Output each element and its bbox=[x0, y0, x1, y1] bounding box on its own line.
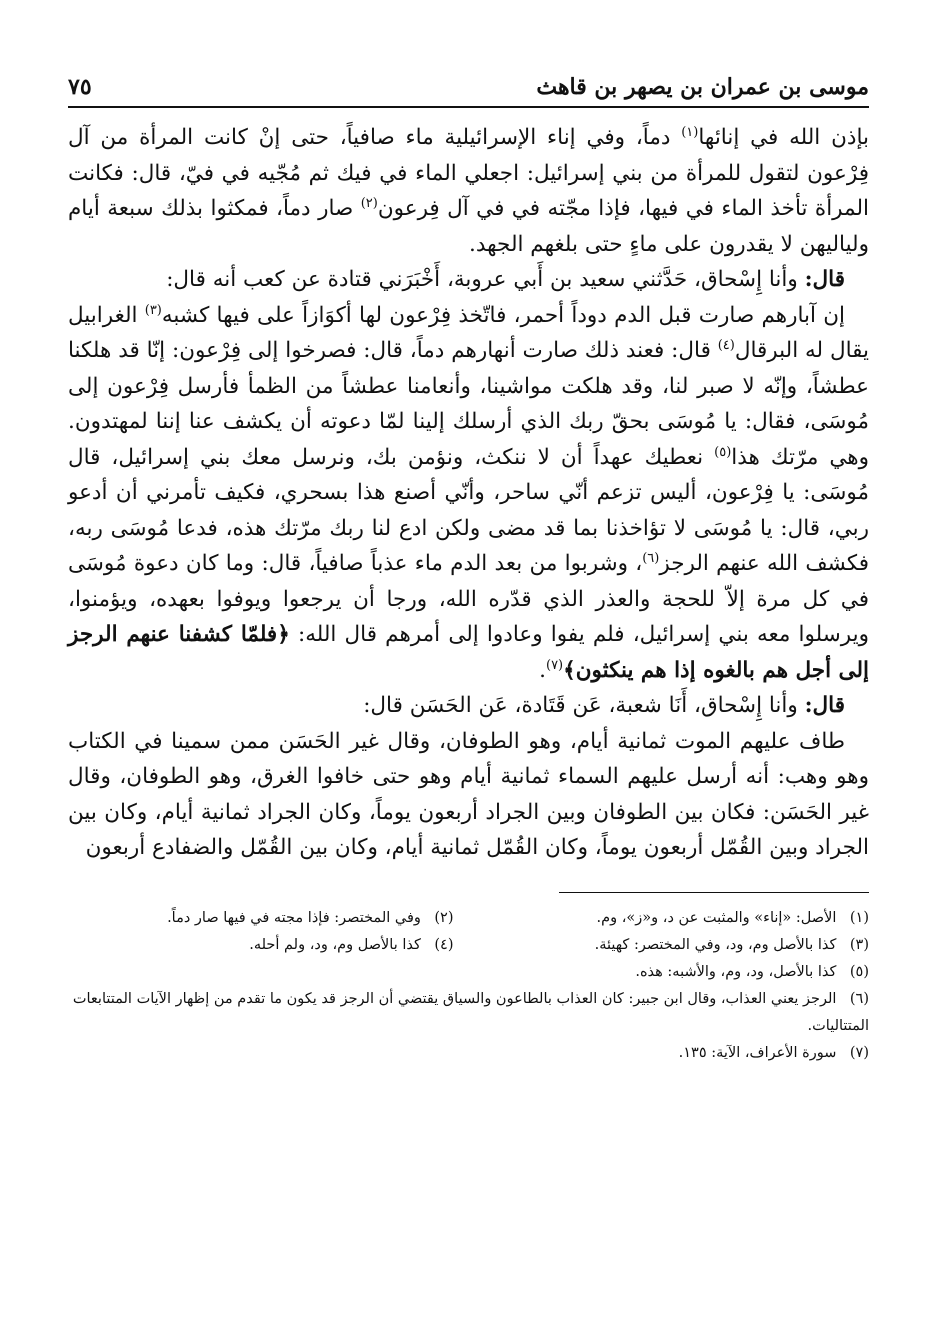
footnote-3: (٣) كذا بالأصل وم، ود، وفي المختصر: كهيئة. bbox=[594, 936, 869, 953]
footnote-ref: (٥) bbox=[714, 444, 732, 460]
footnote-ref: (٤) bbox=[717, 337, 735, 353]
page-header bbox=[68, 62, 869, 100]
header-rule bbox=[68, 106, 869, 108]
footnote-ref: (٢) bbox=[360, 195, 378, 211]
speaker-label: قال: bbox=[804, 693, 845, 718]
footnote-ref: (٣) bbox=[144, 302, 162, 318]
paragraph-4: قال: وأنا إِسْحاق، أَنَا شعبة، عَن قَتَادة، عَن الحَسَن قال: bbox=[363, 693, 845, 718]
footnote-1: (١) الأصل: «إناء» والمثبت عن د، و«ز»، وم. bbox=[596, 909, 869, 926]
footnote-6: (٦) الرجز يعني العذاب، وقال ابن جبير: كان العذاب بالطاعون والسياق يقتضي أن الرجز قد يكون ما تقدم من إظهار الآيات المتتابعات المتتاليات. bbox=[72, 990, 869, 1034]
footnote-7: (٧) سورة الأعراف، الآية: ١٣٥. bbox=[678, 1044, 869, 1061]
footnote-ref: (١) bbox=[681, 124, 699, 140]
page-number: ٧٥ bbox=[68, 74, 92, 100]
footnote-2: (٢) وفي المختصر: فإذا مجته في فيها صار دماً. bbox=[167, 909, 454, 926]
paragraph-5: طاف عليهم الموت ثمانية أيام، وهو الطوفان، وقال غير الحَسَن ممن سمينا في الكتاب وهو وهب: أنه أرسل عليهم السماء ثمانية أيام وهو حتى خافوا الغرق، وهو الطوفان، وقال غير الحَسَن: فكان بين الطوفان وبين الجراد أربعون يوماً، وكان الجراد ثمانية أيام، وكان بين الجراد وبين القُمّل أربعون يوماً، وكان القُمّل ثمانية أيام، وكان بين القُمّل والضفادع أربعون bbox=[68, 728, 869, 860]
speaker-label: قال: bbox=[804, 267, 845, 292]
running-title: موسى بن عمران بن يصهر بن قاهث bbox=[536, 74, 869, 100]
main-text bbox=[68, 120, 869, 866]
footnote-5: (٥) كذا بالأصل، ود، وم، والأشبه: هذه. bbox=[635, 963, 869, 980]
footnotes bbox=[68, 905, 869, 1067]
quran-verse: ﴿فلمّا كشفنا عنهم الرجز إلى أجل هم بالغوه إذا هم ينكثون﴾ bbox=[68, 622, 869, 683]
footnote-rule bbox=[559, 892, 869, 893]
footnote-ref: (٧) bbox=[545, 657, 564, 673]
footnote-ref: (٦) bbox=[642, 550, 660, 566]
paragraph-3: إن آبارهم صارت قبل الدم دوداً أحمر، فاتّخذ فِرْعون لها أكوَازاً على فيها كشبه$^{(٣)}$ الغرابيل يقال له البرقال$^{(٤)}$ قال: فعند ذلك صارت أنهارهم دماً، قال: فصرخوا إلى فِرْعون: إنّا قد هلكنا عطشاً، وإنّه لا صبر لنا، وقد هلكت مواشينا، وأنعامنا عطشاً من الظمأ فأرسل فِرْعون إلى مُوسَى، فقال: يا مُوسَى بحقّ ربك الذي أرسلك إلينا لمّا دعوته أن يكشف عنا إننا لمهتدون. وهي مرّتك هذا$^{(٥)}$ نعطيك عهداً أن لا ننكث، ونؤمن بك، ونرسل معك بني إسرائيل، قال مُوسَى: يا فِرْعون، أليس تزعم أنّي ساحر، وأنّي أصنع هذا بسحري، فكيف تأمرني أن أدعو ربي، قال: يا مُوسَى لا تؤاخذنا بما قد مضى ولكن ادع لنا ربك مرّتك هذه، فدعا مُوسَى ربه، فكشف الله عنهم الرجز$^{(٦)}$، وشربوا من بعد الدم ماء عذباً صافياً، قال: وما كان دعوة مُوسَى في كل مرة إلاّ للحجة والعذر الذي قدّره الله، ورجا أن يرجعوا ويوفوا بعهده، ويؤمنوا، ويرسلوا معه بني إسرائيل، فلم يفوا وعادوا إلى أمرهم قال الله: ﴿فلمّا كشفنا عنهم الرجز إلى أجل هم بالغوه إذا هم ينكثون﴾$^{(٧)}$. bbox=[68, 302, 869, 683]
paragraph-2: قال: وأنا إِسْحاق، حَدَّثني سعيد بن أَبي عروبة، أَخْبَرَني قتادة عن كعب أنه قال: bbox=[166, 267, 845, 292]
footnote-4: (٤) كذا بالأصل وم، ود، ولم أحله. bbox=[249, 936, 454, 953]
paragraph-1: بإذن الله في إنائها$^{(١)}$ دماً، وفي إناء الإسرائيلية ماء صافياً، حتى إنْ كانت المرأة من آل فِرْعون لتقول للمرأة من بني إسرائيل: اجعلي الماء في فيك ثم مُجّيه في فيّ، قال: فكانت المرأة تأخذ الماء في فيها، فإذا مجّته في في آل فِرعون$^{(٢)}$ صار دماً، فمكثوا بذلك سبعة أيام ولياليهن لا يقدرون على ماءٍ حتى بلغهم الجهد. bbox=[68, 124, 869, 257]
